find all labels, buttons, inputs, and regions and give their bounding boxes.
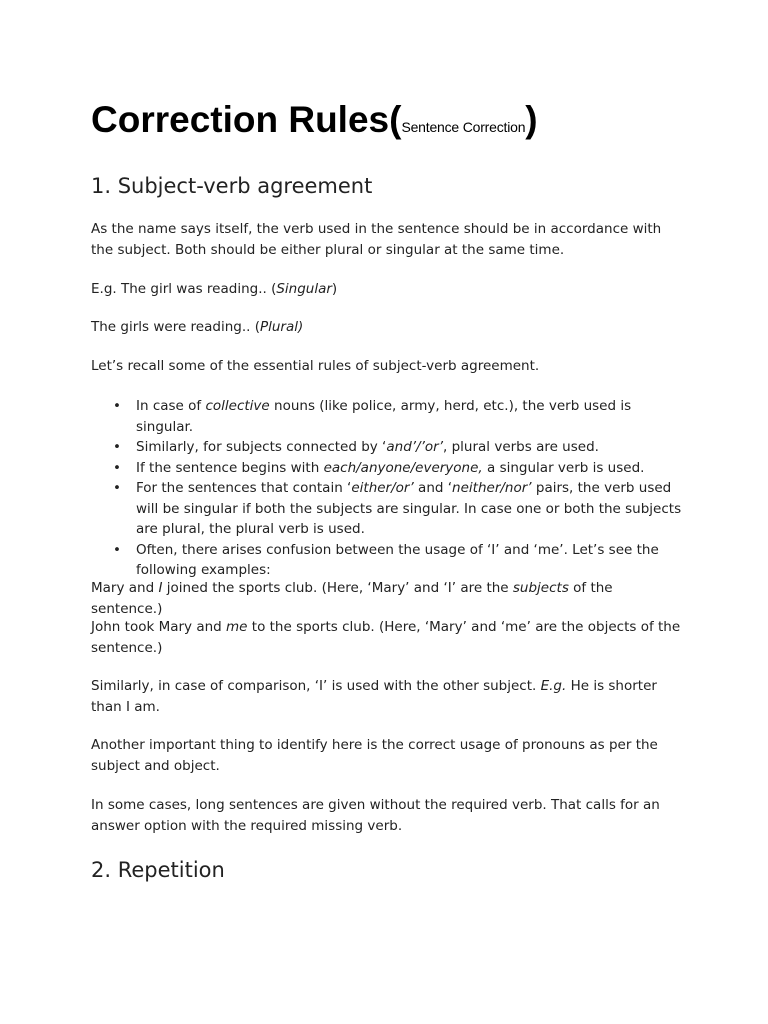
list-item-text: For the sentences that contain ‘ [136, 480, 352, 496]
john-text: John took Mary and [91, 619, 227, 635]
pronouns-paragraph: Another important thing to identify here is the correct usage of pronouns as per the subject and object. [91, 737, 658, 774]
mary-text: of the sentence.) [91, 580, 613, 617]
john-text: to the sports club. (Here, ‘Mary’ and ‘me’ are the objects of the sentence.) [91, 619, 681, 656]
intro-paragraph: As the name says itself, the verb used in the sentence should be in accordance with the subject. Both should be either plural or singular at the same time. [91, 221, 662, 258]
title-main: Correction Rules [91, 99, 390, 140]
title-open-paren: ( [389, 99, 402, 140]
section-heading-repetition: 2. Repetition [91, 858, 225, 882]
comparison-text: Similarly, in case of comparison, ‘I’ is used with the other subject. [91, 678, 541, 694]
list-item-text: and ‘ [413, 480, 453, 496]
list-item-em: each/anyone/everyone, [323, 459, 483, 476]
list-item-text: In case of [136, 398, 206, 414]
mary-example [91, 578, 681, 619]
list-item [91, 396, 691, 437]
bullet-icon: • [113, 398, 121, 414]
list-item [91, 478, 691, 540]
list-item-text: nouns (like police, army, herd, etc.), the verb used is singular. [136, 398, 632, 435]
recall-paragraph: Let’s recall some of the essential rules of subject-verb agreement. [91, 358, 540, 374]
mary-em: subjects [512, 580, 569, 596]
list-item-em: either/or’ [351, 480, 414, 496]
example-singular-em: Singular [276, 281, 332, 297]
mary-text: Mary and [91, 580, 159, 596]
comparison-em: E.g. [540, 678, 567, 694]
title-subtitle: Sentence Correction [401, 119, 526, 135]
example-singular-text: E.g. The girl was reading.. ( [91, 281, 277, 297]
bullet-icon: • [113, 541, 121, 558]
list-item-text: If the sentence begins with [136, 459, 324, 476]
john-em: me [226, 619, 248, 635]
example-singular-close: ) [331, 281, 338, 297]
example-singular [91, 279, 681, 300]
list-item-em: collective [205, 398, 270, 414]
example-plural-text: The girls were reading.. ( [91, 319, 260, 335]
comparison-paragraph [91, 676, 681, 717]
list-item-em: neither/nor’ [452, 480, 532, 496]
example-plural [91, 317, 681, 338]
title-close-paren: ) [525, 99, 538, 140]
bullet-icon: • [113, 439, 121, 455]
missing-verb-paragraph: In some cases, long sentences are given without the required verb. That calls for an answer option with the required missing verb. [91, 797, 660, 834]
bullet-icon: • [113, 459, 121, 476]
list-item-text: pairs, the verb used will be singular if both the subjects are singular. In case one or both the subjects are plural, the plural verb is used. [136, 480, 682, 537]
list-item [91, 437, 691, 458]
list-item-text: , plural verbs are used. [443, 439, 599, 455]
john-example [91, 617, 681, 658]
list-item-text: a singular verb is used. [482, 459, 645, 476]
section-heading-subject-verb: 1. Subject-verb agreement [91, 174, 373, 198]
list-item-text: Similarly, for subjects connected by ‘ [136, 439, 387, 455]
example-plural-em: Plural) [259, 319, 304, 335]
bullet-icon: • [113, 480, 121, 496]
list-item-em: and’/’or’ [386, 439, 443, 455]
rules-list [91, 396, 691, 581]
mary-text: joined the sports club. (Here, ‘Mary’ and ‘I’ are the [162, 580, 513, 596]
list-item [91, 458, 691, 479]
list-item [91, 540, 691, 581]
list-item-text: Often, there arises confusion between the usage of ‘I’ and ‘me’. Let’s see the following examples: [136, 541, 659, 578]
mary-em: I [158, 580, 163, 596]
page-title [91, 96, 538, 151]
comparison-text: He is shorter than I am. [91, 678, 657, 715]
